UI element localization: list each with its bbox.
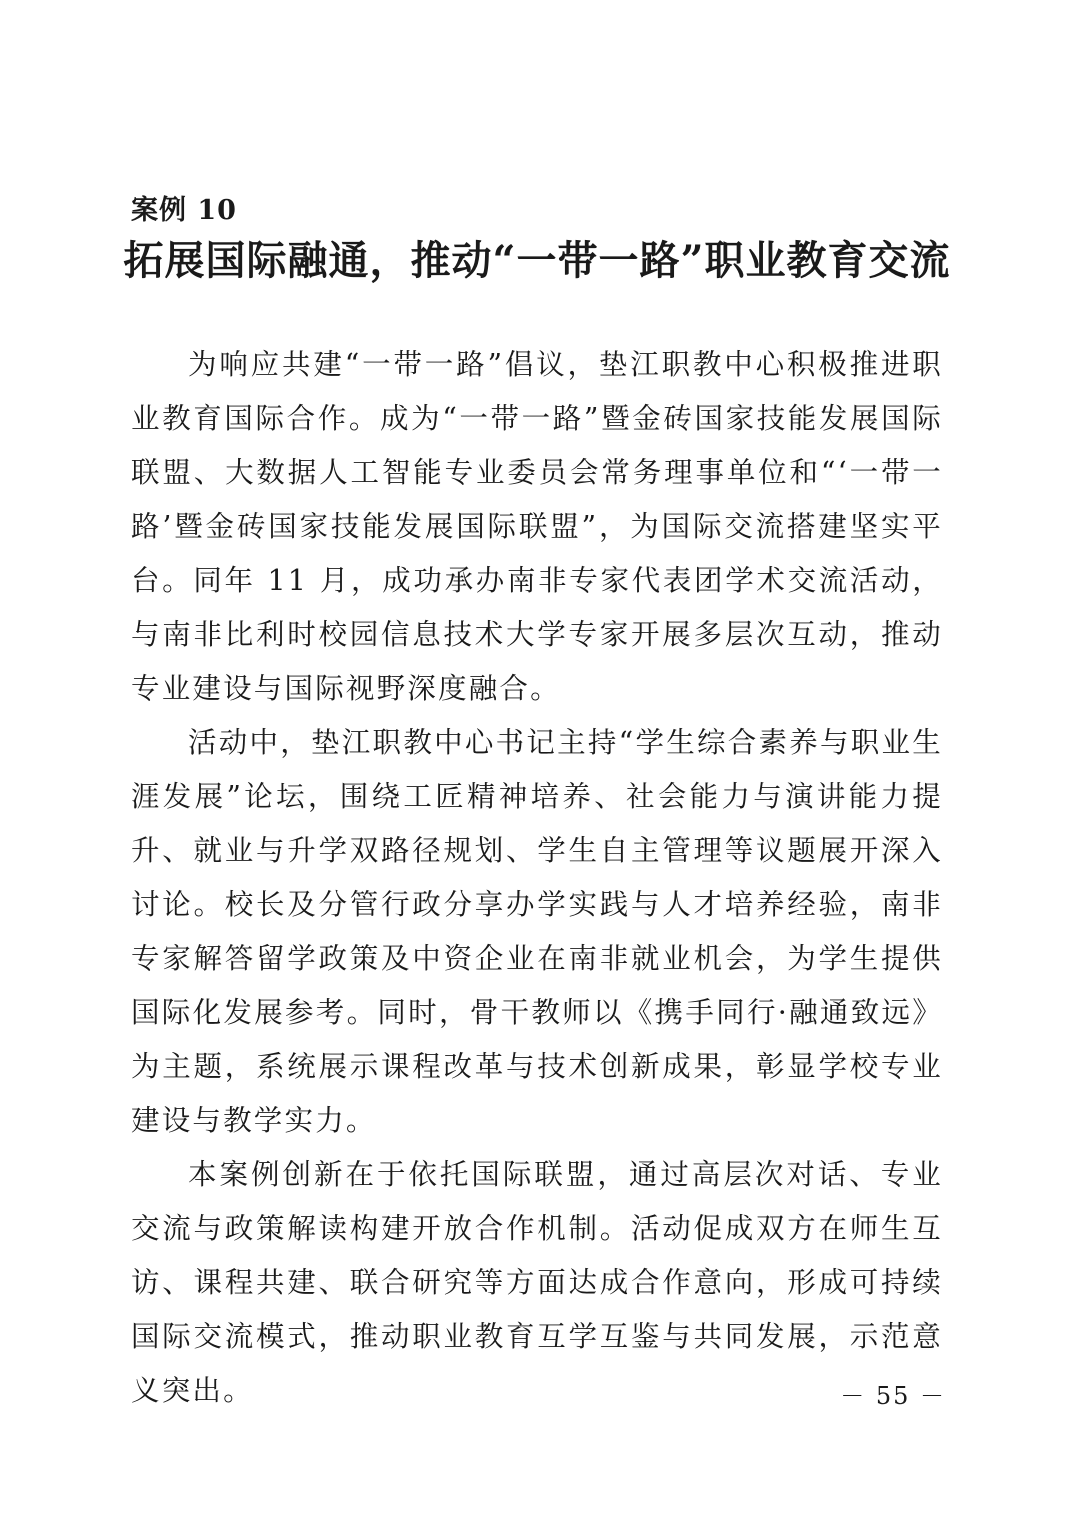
case-label: 案例 10 <box>131 195 237 226</box>
paragraph-2: 活动中，垫江职教中心书记主持“学生综合素养与职业生涯发展”论坛，围绕工匠精神培养、社会能力与演讲能力提升、就业与升学双路径规划、学生自主管理等议题展开深入讨论。校长及分管行政分享办学实践与人才培养经验，南非专家解答留学政策及中资企业在南非就业机会，为学生提供国际化发展参考。同时，骨干教师以《携手同行·融通致远》为主题，系统展示课程改革与技术创新成果，彰显学校专业建设与教学实力。 <box>131 726 943 1137</box>
page-number: － 55 － <box>840 1382 946 1410</box>
paragraph-3: 本案例创新在于依托国际联盟，通过高层次对话、专业交流与政策解读构建开放合作机制。活动促成双方在师生互访、课程共建、联合研究等方面达成合作意向，形成可持续国际交流模式，推动职业教育互学互鉴与共同发展，示范意义突出。 <box>131 1158 943 1407</box>
paragraph-1: 为响应共建“一带一路”倡议，垫江职教中心积极推进职业教育国际合作。成为“一带一路”暨金砖国家技能发展国际联盟、大数据人工智能专业委员会常务理事单位和“‘一带一路’暨金砖国家技能发展国际联盟”，为国际交流搭建坚实平台。同年 11 月，成功承办南非专家代表团学术交流活动，与南非比利时校园信息技术大学专家开展多层次互动，推动专业建设与国际视野深度融合。 <box>131 348 943 705</box>
body-text <box>131 338 943 1418</box>
page-title: 拓展国际融通，推动“一带一路”职业教育交流 <box>123 237 951 284</box>
